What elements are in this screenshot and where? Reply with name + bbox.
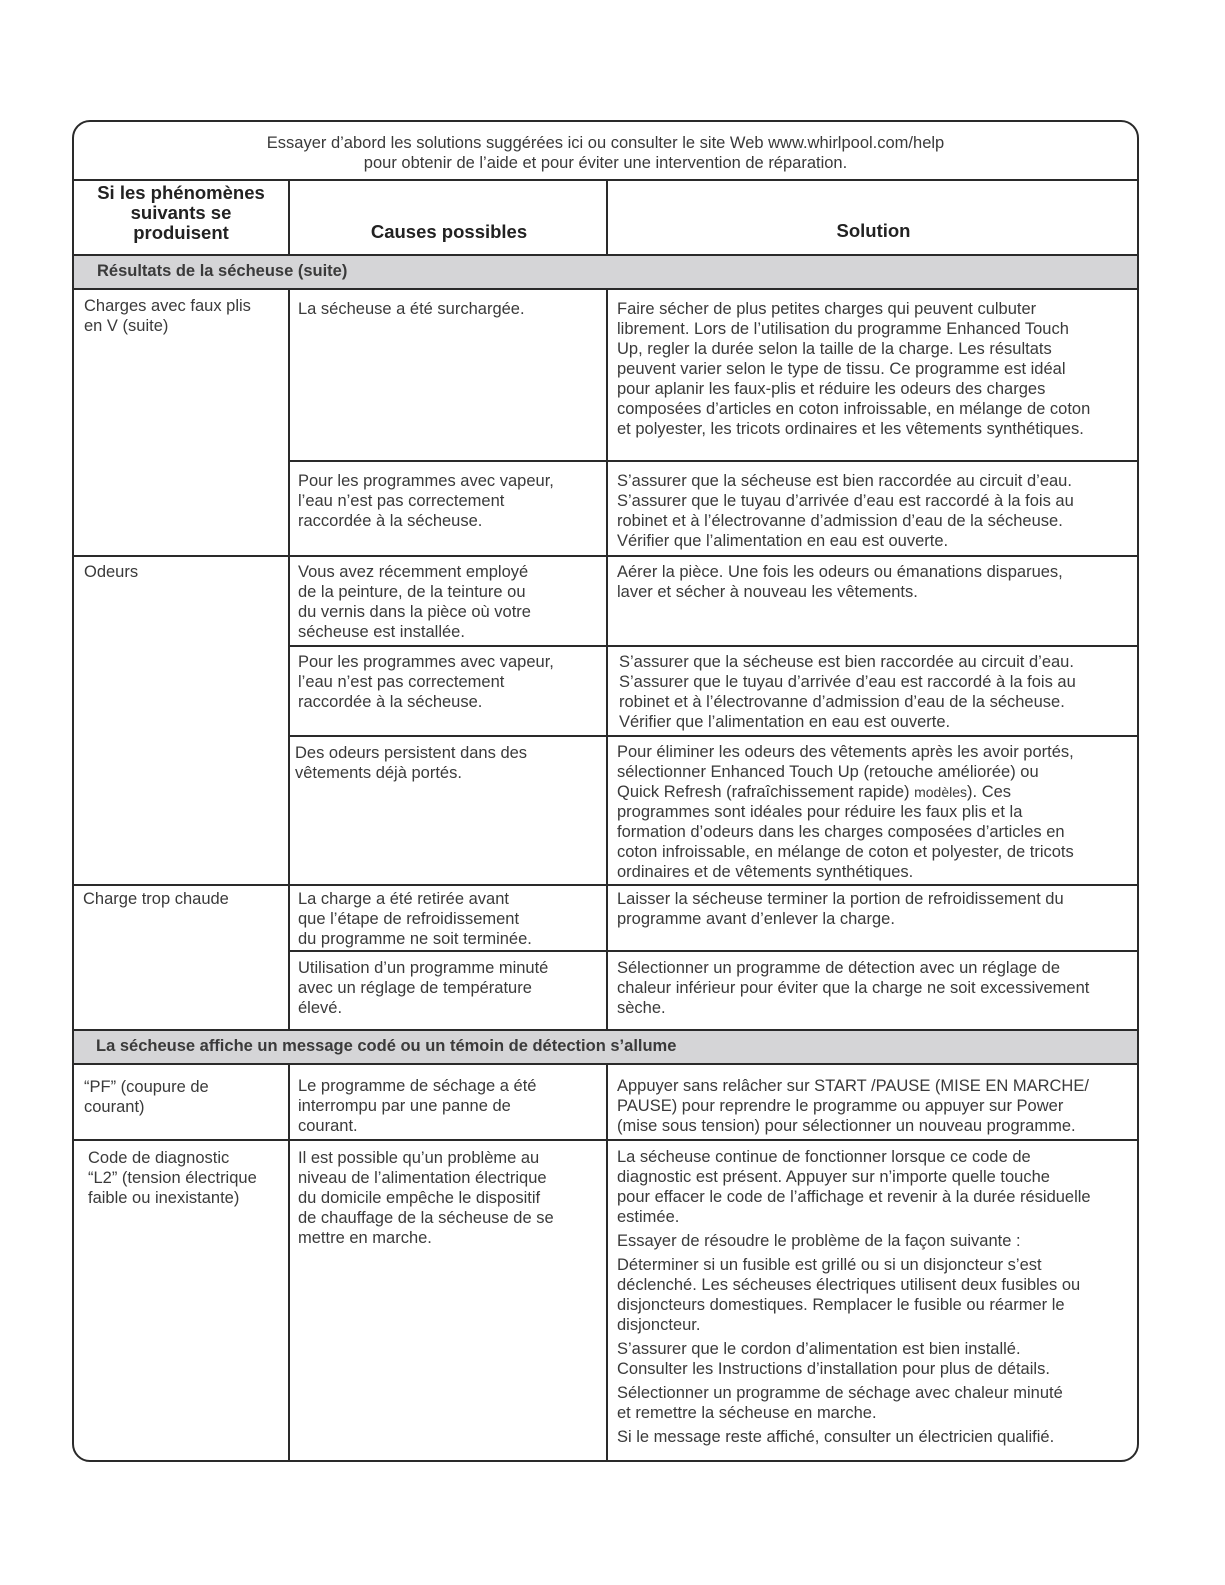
row3-cause-1: La charge a été retirée avant que l’étape de refroidissement du programme ne soit terminée. xyxy=(298,890,532,948)
row1-problem: Charges avec faux plis en V (suite) xyxy=(84,297,251,335)
row2-cause-3: Des odeurs persistent dans des vêtements déjà portés. xyxy=(295,744,528,782)
row2-solution-3-small: modèles xyxy=(914,784,968,800)
row4-problem: “PF” (coupure de courant) xyxy=(84,1078,209,1116)
row-divider-r1-sub xyxy=(288,460,1137,462)
row5-solution-p3: Déterminer si un fusible est grillé ou si un disjoncteur s’est déclenché. Les sécheuses électriques utilisent deux fusibles ou disjoncteurs domestiques. Remplacer le fusible ou réarmer le disjoncteur. xyxy=(617,1256,1081,1334)
row2-cause-2: Pour les programmes avec vapeur, l’eau n’est pas correctement raccordée à la sécheuse. xyxy=(298,653,554,711)
header-causes: Causes possibles xyxy=(370,221,528,242)
row2-solution-1: Aérer la pièce. Une fois les odeurs ou émanations disparues, laver et sécher à nouveau les vêtements. xyxy=(617,563,1063,601)
col-divider-1-a xyxy=(288,288,290,1031)
row-divider-r1-r2 xyxy=(74,555,1137,557)
row-divider-r2-sub1 xyxy=(288,645,1137,647)
row5-solution-p4: S’assurer que le cordon d’alimentation est bien installé. Consulter les Instructions d’installation pour plus de détails. xyxy=(617,1340,1050,1378)
row2-problem: Odeurs xyxy=(84,563,139,581)
intro-line-1: Essayer d’abord les solutions suggérées ici ou consulter le site Web www.whirlpool.com/help xyxy=(266,134,945,152)
row2-solution-2: S’assurer que la sécheuse est bien raccordée au circuit d’eau. S’assurer que le tuyau d’arrivée d’eau est raccordé à la fois au robinet et à l’électrovanne d’admission d’eau de la sécheuse. Vérifier que l’alimentation en eau est ouverte. xyxy=(619,653,1076,731)
row4-cause-1: Le programme de séchage a été interrompu par une panne de courant. xyxy=(298,1077,537,1135)
section-band-codes xyxy=(74,1031,1137,1064)
row1-cause-2: Pour les programmes avec vapeur, l’eau n’est pas correctement raccordée à la sécheuse. xyxy=(298,472,554,530)
col-divider-1-header xyxy=(288,180,290,256)
row-divider-r3-sub xyxy=(288,950,1137,952)
row2-solution-3-text-b: ). Ces programmes sont idéales pour réduire les faux plis et la formation d’odeurs dans les charges composées d’articles en coton infroissable, en mélange de coton et polyester, de tricots ordinaires et de vêtements synthétiques. xyxy=(617,783,1074,881)
intro-line-2: pour obtenir de l’aide et pour éviter une intervention de réparation. xyxy=(363,154,848,172)
row5-problem: Code de diagnostic “L2” (tension électrique faible ou inexistante) xyxy=(88,1149,257,1207)
row-divider-r2-r3 xyxy=(74,884,1137,886)
row-divider-r4-r5 xyxy=(74,1139,1137,1141)
row2-solution-3 xyxy=(617,742,1139,882)
section-band-results xyxy=(74,256,1137,289)
col-divider-2-b xyxy=(606,1063,608,1462)
section-title-codes: La sécheuse affiche un message codé ou un témoin de détection s’allume xyxy=(96,1037,677,1055)
col-divider-2-a xyxy=(606,288,608,1031)
header-problem: Si les phénomènes suivants se produisent xyxy=(97,182,265,243)
row2-solution-3-text-a: Pour éliminer les odeurs des vêtements après les avoir portés, sélectionner Enhanced Touch Up (retouche améliorée) ou Quick Refresh (rafraîchissement rapide) xyxy=(617,743,1074,801)
header-solution: Solution xyxy=(836,220,911,241)
col-divider-2-header xyxy=(606,180,608,256)
row5-solution-p6: Si le message reste affiché, consulter un électricien qualifié. xyxy=(617,1428,1055,1446)
row4-solution-1: Appuyer sans relâcher sur START /PAUSE (MISE EN MARCHE/ PAUSE) pour reprendre le programme ou appuyer sur Power (mise sous tension) pour sélectionner un nouveau programme. xyxy=(617,1077,1089,1135)
row3-solution-2: Sélectionner un programme de détection avec un réglage de chaleur inférieur pour éviter que la charge ne soit excessivement sèche. xyxy=(617,959,1090,1017)
row3-solution-1: Laisser la sécheuse terminer la portion de refroidissement du programme avant d’enlever la charge. xyxy=(617,890,1064,928)
row5-solution-p2: Essayer de résoudre le problème de la façon suivante : xyxy=(617,1232,1021,1250)
row5-solution-p1: La sécheuse continue de fonctionner lorsque ce code de diagnostic est présent. Appuyer sur n’importe quelle touche pour effacer le code de l’affichage et revenir à la durée résiduelle estimée. xyxy=(617,1148,1091,1226)
troubleshooting-table xyxy=(72,120,1139,1462)
row-divider-r2-sub2 xyxy=(288,735,1137,737)
row2-cause-1: Vous avez récemment employé de la peinture, de la teinture ou du vernis dans la pièce où votre sécheuse est installée. xyxy=(298,563,531,641)
row3-cause-2: Utilisation d’un programme minuté avec un réglage de température élevé. xyxy=(298,959,549,1017)
row1-cause-1: La sécheuse a été surchargée. xyxy=(298,300,525,318)
row5-solution-p5: Sélectionner un programme de séchage avec chaleur minuté et remettre la sécheuse en marche. xyxy=(617,1384,1063,1422)
row5-cause-1: Il est possible qu’un problème au niveau de l’alimentation électrique du domicile empêche le dispositif de chauffage de la sécheuse de se mettre en marche. xyxy=(298,1149,554,1247)
col-divider-1-b xyxy=(288,1063,290,1462)
row3-problem: Charge trop chaude xyxy=(83,890,229,908)
section-title-results: Résultats de la sécheuse (suite) xyxy=(97,262,348,280)
row1-solution-2: S’assurer que la sécheuse est bien raccordée au circuit d’eau. S’assurer que le tuyau d’arrivée d’eau est raccordé à la fois au robinet et à l’électrovanne d’admission d’eau de la sécheuse. Vérifier que l’alimentation en eau est ouverte. xyxy=(617,472,1074,550)
intro-banner xyxy=(74,122,1137,181)
row1-solution-1: Faire sécher de plus petites charges qui peuvent culbuter librement. Lors de l’utilisation du programme Enhanced Touch Up, regler la durée selon la taille de la charge. Les résultats peuvent varier selon le type de tissu. Ce programme est idéal pour aplanir les faux-plis et réduire les odeurs des charges composées d’articles en coton infroissable, en mélange de coton et polyester, les tricots ordinaires et les vêtements synthétiques. xyxy=(617,300,1091,438)
row5-solution xyxy=(617,1147,1139,1451)
